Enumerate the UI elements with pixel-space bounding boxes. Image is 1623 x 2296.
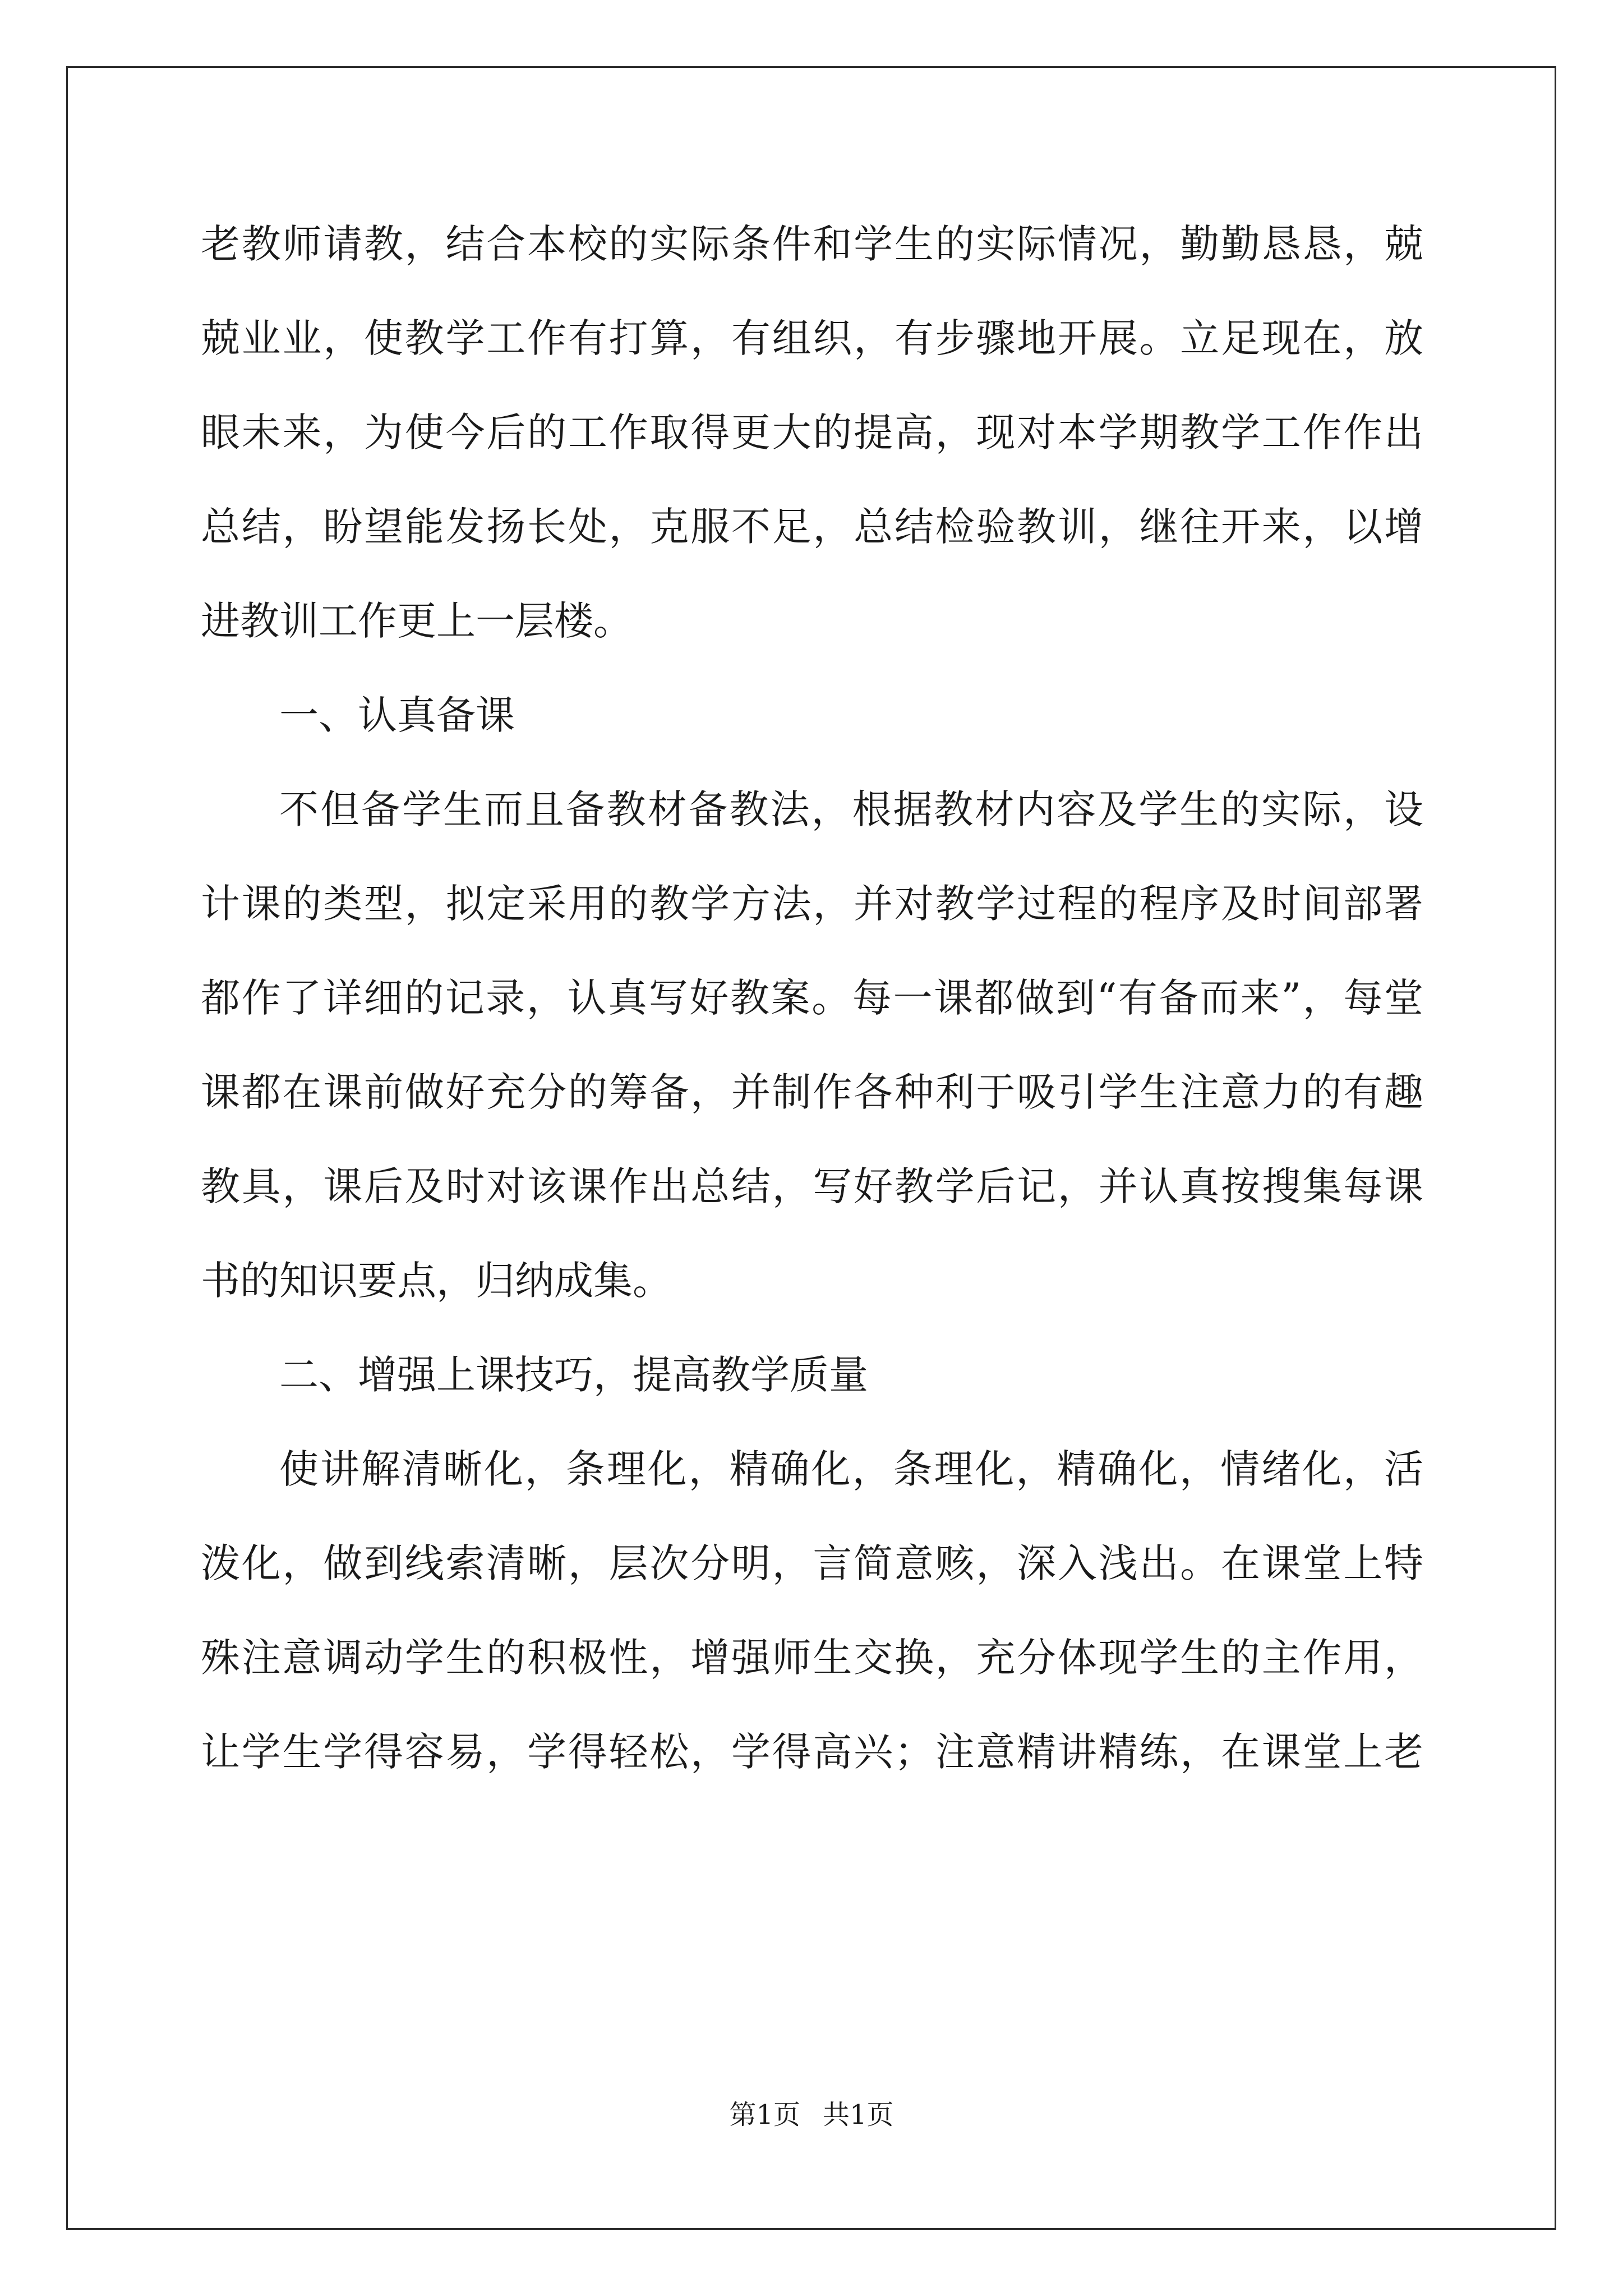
text-line: 都作了详细的记录，认真写好教案。每一课都做到“有备而来”，每堂: [201, 975, 1423, 1021]
page-total: 共1页: [823, 2099, 894, 2131]
section-heading: 一、认真备课: [279, 692, 515, 738]
text-line: 不但备学生而且备教材备教法，根据教材内容及学生的实际，设: [279, 786, 1423, 832]
text-line: 课都在课前做好充分的筹备，并制作各种利于吸引学生注意力的有趣: [201, 1069, 1423, 1115]
text-line: 教具，课后及时对该课作出总结，写好教学后记，并认真按搜集每课: [201, 1163, 1423, 1209]
page-footer: [0, 2098, 1623, 2132]
text-line: 书的知识要点，归纳成集。: [201, 1258, 672, 1304]
text-line: 泼化，做到线索清晰，层次分明，言简意赅，深入浅出。在课堂上特: [201, 1540, 1423, 1586]
text-line: 殊注意调动学生的积极性，增强师生交换，充分体现学生的主作用，: [201, 1635, 1423, 1681]
text-line: 计课的类型，拟定采用的教学方法，并对教学过程的程序及时间部署: [201, 881, 1423, 927]
section-heading: 二、增强上课技巧，提高教学质量: [279, 1352, 868, 1398]
text-line: 兢业业，使教学工作有打算，有组织，有步骤地开展。立足现在，放: [201, 315, 1423, 361]
text-line: 使讲解清晰化，条理化，精确化，条理化，精确化，情绪化，活: [279, 1446, 1423, 1492]
page-number: 第1页: [729, 2099, 800, 2131]
text-line: 眼未来，为使今后的工作取得更大的提高，现对本学期教学工作作出: [201, 409, 1423, 455]
text-line: 总结，盼望能发扬长处，克服不足，总结检验教训，继往开来，以增: [201, 504, 1423, 550]
text-line: 老教师请教，结合本校的实际条件和学生的实际情况，勤勤恳恳，兢: [201, 221, 1423, 267]
text-line: 进教训工作更上一层楼。: [201, 598, 633, 644]
text-line: 让学生学得容易，学得轻松，学得高兴；注意精讲精练，在课堂上老: [201, 1729, 1423, 1775]
